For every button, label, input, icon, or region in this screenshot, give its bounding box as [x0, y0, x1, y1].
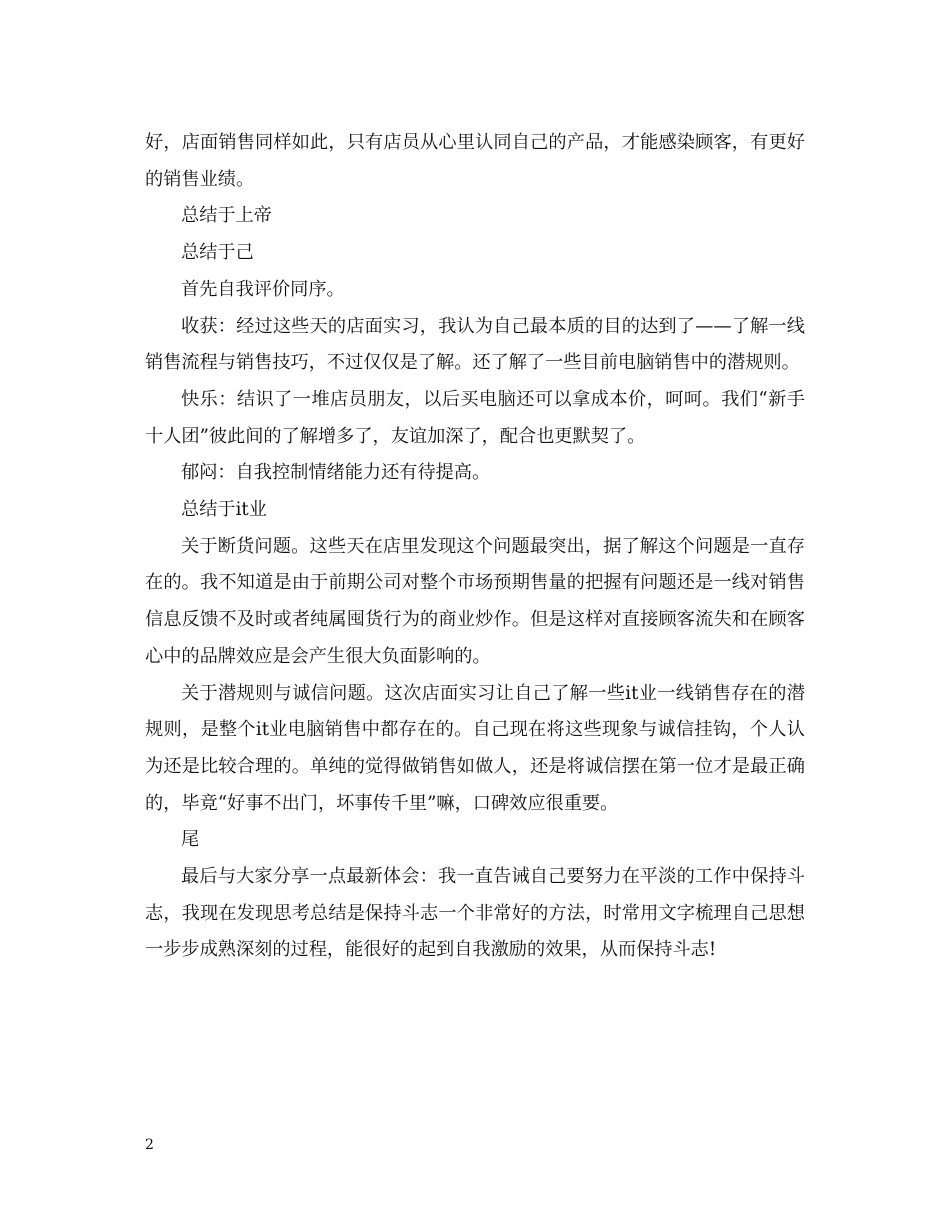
paragraph-gains: 收获：经过这些天的店面实习，我认为自己最本质的目的达到了——了解一线销售流程与销售技巧，不过仅仅是了解。还了解了一些目前电脑销售中的潜规则。: [145, 315, 805, 374]
paragraph-stock-shortage: 关于断货问题。这些天在店里发现这个问题最突出，据了解这个问题是一直存在的。我不知道是由于前期公司对整个市场预期售量的把握有问题还是一线对销售信息反馈不及时或者纯属囤货行为的商业炒作。但是这样对直接顾客流失和在顾客心中的品牌效应是会产生很大负面影响的。: [145, 535, 805, 667]
paragraph-frustration: 郁闷：自我控制情绪能力还有待提高。: [181, 462, 491, 484]
paragraph: 好，店面销售同样如此，只有店员从心里认同自己的产品，才能感染顾客，有更好的销售业绩。: [145, 132, 805, 190]
heading-summary-self: 总结于己: [181, 242, 254, 264]
page-number: 2: [145, 1137, 154, 1153]
heading-ending: 尾: [181, 829, 200, 851]
paragraph: 首先自我评价同序。: [181, 278, 345, 300]
paragraph-joy: 快乐：结识了一堆店员朋友，以后买电脑还可以拿成本价，呵呵。我们“新手十人团”彼此间的了解增多了，友谊加深了，配合也更默契了。: [145, 388, 805, 447]
paragraph-closing: 最后与大家分享一点最新体会：我一直告诫自己要努力在平淡的工作中保持斗志，我现在发现思考总结是保持斗志一个非常好的方法，时常用文字梳理自己思想一步步成熟深刻的过程，能很好的起到自我激励的效果，从而保持斗志!: [145, 866, 805, 961]
heading-summary-god: 总结于上帝: [181, 205, 272, 227]
paragraph-integrity: 关于潜规则与诚信问题。这次店面实习让自己了解一些it业一线销售存在的潜规则，是整个it业电脑销售中都存在的。自己现在将这些现象与诚信挂钩，个人认为还是比较合理的。单纯的觉得做销售如做人，还是将诚信摆在第一位才是最正确的，毕竟“好事不出门，坏事传千里”嘛，口碑效应很重要。: [145, 682, 805, 814]
heading-summary-it-industry: 总结于it业: [181, 499, 267, 521]
document-body: [145, 125, 805, 969]
